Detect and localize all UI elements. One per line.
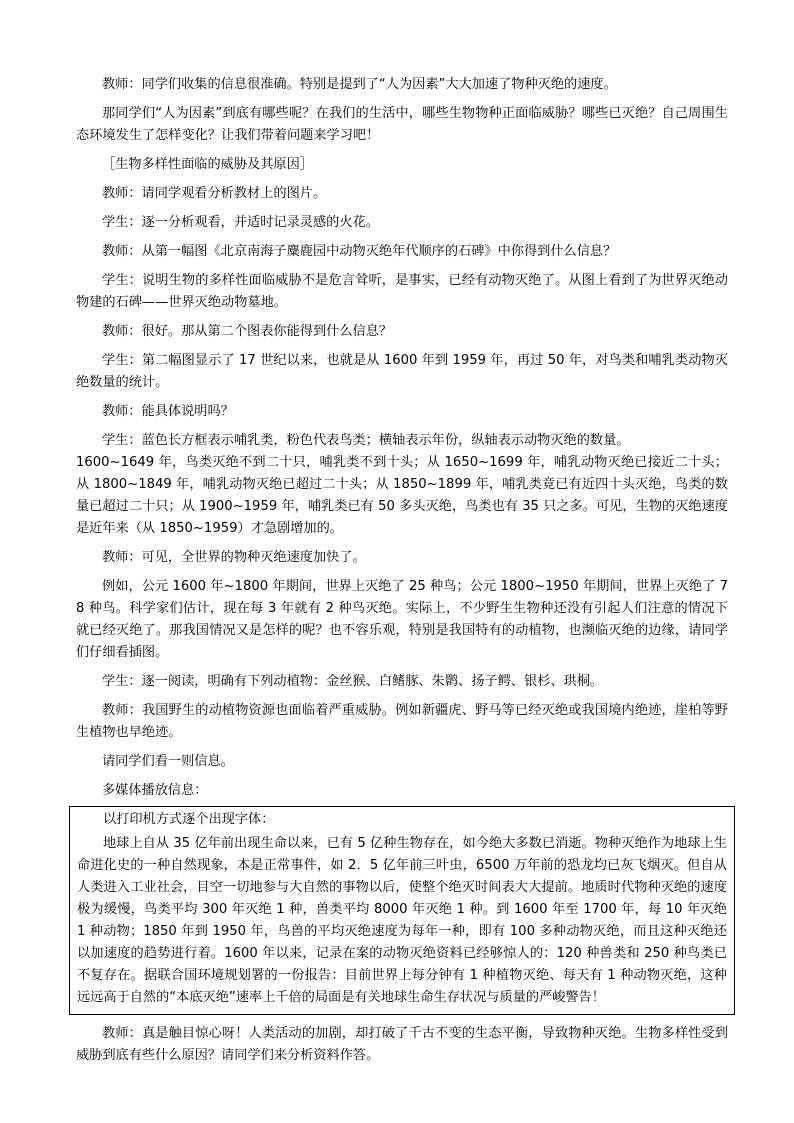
teacher-paragraph: 教师：真是触目惊心呀！人类活动的加剧，却打破了千古不变的生态平衡，导致物种灭绝。生物多样性受到威胁到底有些什么原因？请同学们来分析资料作答。: [76, 1026, 728, 1063]
student-paragraph: 学生：蓝色长方框表示哺乳类，粉色代表鸟类；横轴表示年份，纵轴表示动物灭绝的数量。: [102, 433, 630, 448]
teacher-paragraph: 教师：可见，全世界的物种灭绝速度加快了。: [102, 550, 366, 565]
multimedia-info-box: [69, 806, 735, 1015]
example-paragraph: 例如，公元 1600 年~1800 年期间，世界上灭绝了 25 种鸟；公元 1800~1950 年期间，世界上灭绝了 78 种鸟。科学家们估计，现在每 3 年就有 2 种鸟灭绝。实际上，不少野生生物种还没有引起人们注意的情况下就已经灭绝了。那我国情况又是怎样的呢？也不容乐观，特别是我国特有的动植物，也濒临灭绝的边缘，请同学们仔细看插图。: [76, 579, 728, 660]
section-heading: ［生物多样性面临的威胁及其原因］: [102, 157, 313, 172]
multimedia-intro: 以打印机方式逐个出现字体：: [103, 812, 275, 827]
section-bottom: [76, 1023, 728, 1067]
multimedia-content: 地球上自从 35 亿年前出现生命以来，已有 5 亿种生物存在，如今绝大多数已消逝。物种灭绝作为地球上生命进化史的一种自然现象，本是正常事件，如 2．5 亿年前三叶虫，6500 万年前的恐龙均已灰飞烟灭。但自从人类进入工业社会，目空一切地参与大自然的事物以后，使整个绝灭时间表大大提前。地质时代物种灭绝的速度极为缓慢，鸟类平均 300 年灭绝 1 种，兽类平均 8000 年灭绝 1 种。到 1600 年至 1700 年，每 10 年灭绝 1 种动物；1850 年到 1950 年，鸟兽的平均灭绝速度为每年一种，即有 100 多种动物灭绝，而且这种灭绝还以加速度的趋势进行着。1600 年以来，记录在案的动物灭绝资料已经够惊人的：120 种兽类和 250 种鸟类已不复存在。据联合国环境规划署的一份报告：目前世界上每分钟有 1 种植物灭绝、每天有 1 种动物灭绝，这种远远高于自然的“本底灭绝”速率上千倍的局面是有关地球生命生存状况与质量的严峻警告！: [77, 836, 727, 1005]
teacher-paragraph: 教师：同学们收集的信息很准确。特别是提到了“人为因素”大大加速了物种灭绝的速度。: [102, 77, 617, 92]
section-top: [76, 74, 728, 802]
multimedia-label: 多媒体播放信息：: [102, 783, 208, 798]
question-paragraph: 那同学们“人为因素”到底有哪些呢？在我们的生活中，哪些生物物种正面临威胁？哪些已灭绝？自己周围生态环境发生了怎样变化？让我们带着问题来学习吧！: [76, 106, 728, 143]
instruction-paragraph: 请同学们看一则信息。: [102, 754, 234, 769]
student-paragraph: 学生：逐一阅读，明确有下列动植物：金丝猴、白鳍豚、朱鹮、扬子鳄、银杉、珙桐。: [102, 674, 604, 689]
teacher-paragraph: 教师：很好。那从第二个图表你能得到什么信息？: [102, 324, 393, 339]
teacher-paragraph: 教师：我国野生的动植物资源也面临着严重威胁。例如新疆虎、野马等已经灭绝或我国境内绝迹，崖柏等野生植物也早绝迹。: [76, 703, 728, 740]
student-paragraph: 学生：逐一分析观看，并适时记录灵感的火花。: [102, 215, 379, 230]
teacher-paragraph: 教师：从第一幅图《北京南海子麋鹿园中动物灭绝年代顺序的石碑》中你得到什么信息？: [102, 244, 617, 259]
student-paragraph-continued: 1600~1649 年，鸟类灭绝不到二十只，哺乳类不到十头；从 1650~1699 年，哺乳动物灭绝已接近二十头；从 1800~1849 年，哺乳动物灭绝已超过二十头；从 1850~1899 年，哺乳类竟已有近四十头灭绝，鸟类的数量已超过二十只；从 1900~1959 年，哺乳类已有 50 多头灭绝，鸟类也有 35 只之多。可见，生物的灭绝速度是近年来（从 1850~1959）才急剧增加的。: [76, 455, 728, 536]
document-body: [76, 74, 728, 1074]
student-paragraph: 学生：说明生物的多样性面临威胁不是危言耸听，是事实，已经有动物灭绝了。从图上看到了为世界灭绝动物建的石碑——世界灭绝动物墓地。: [76, 273, 728, 310]
teacher-paragraph: 教师：请同学观看分析教材上的图片。: [102, 186, 327, 201]
student-paragraph: 学生：第二幅图显示了 17 世纪以来，也就是从 1600 年到 1959 年，再过 50 年，对鸟类和哺乳类动物灭绝数量的统计。: [76, 353, 728, 390]
teacher-paragraph: 教师：能具体说明吗？: [102, 404, 234, 419]
